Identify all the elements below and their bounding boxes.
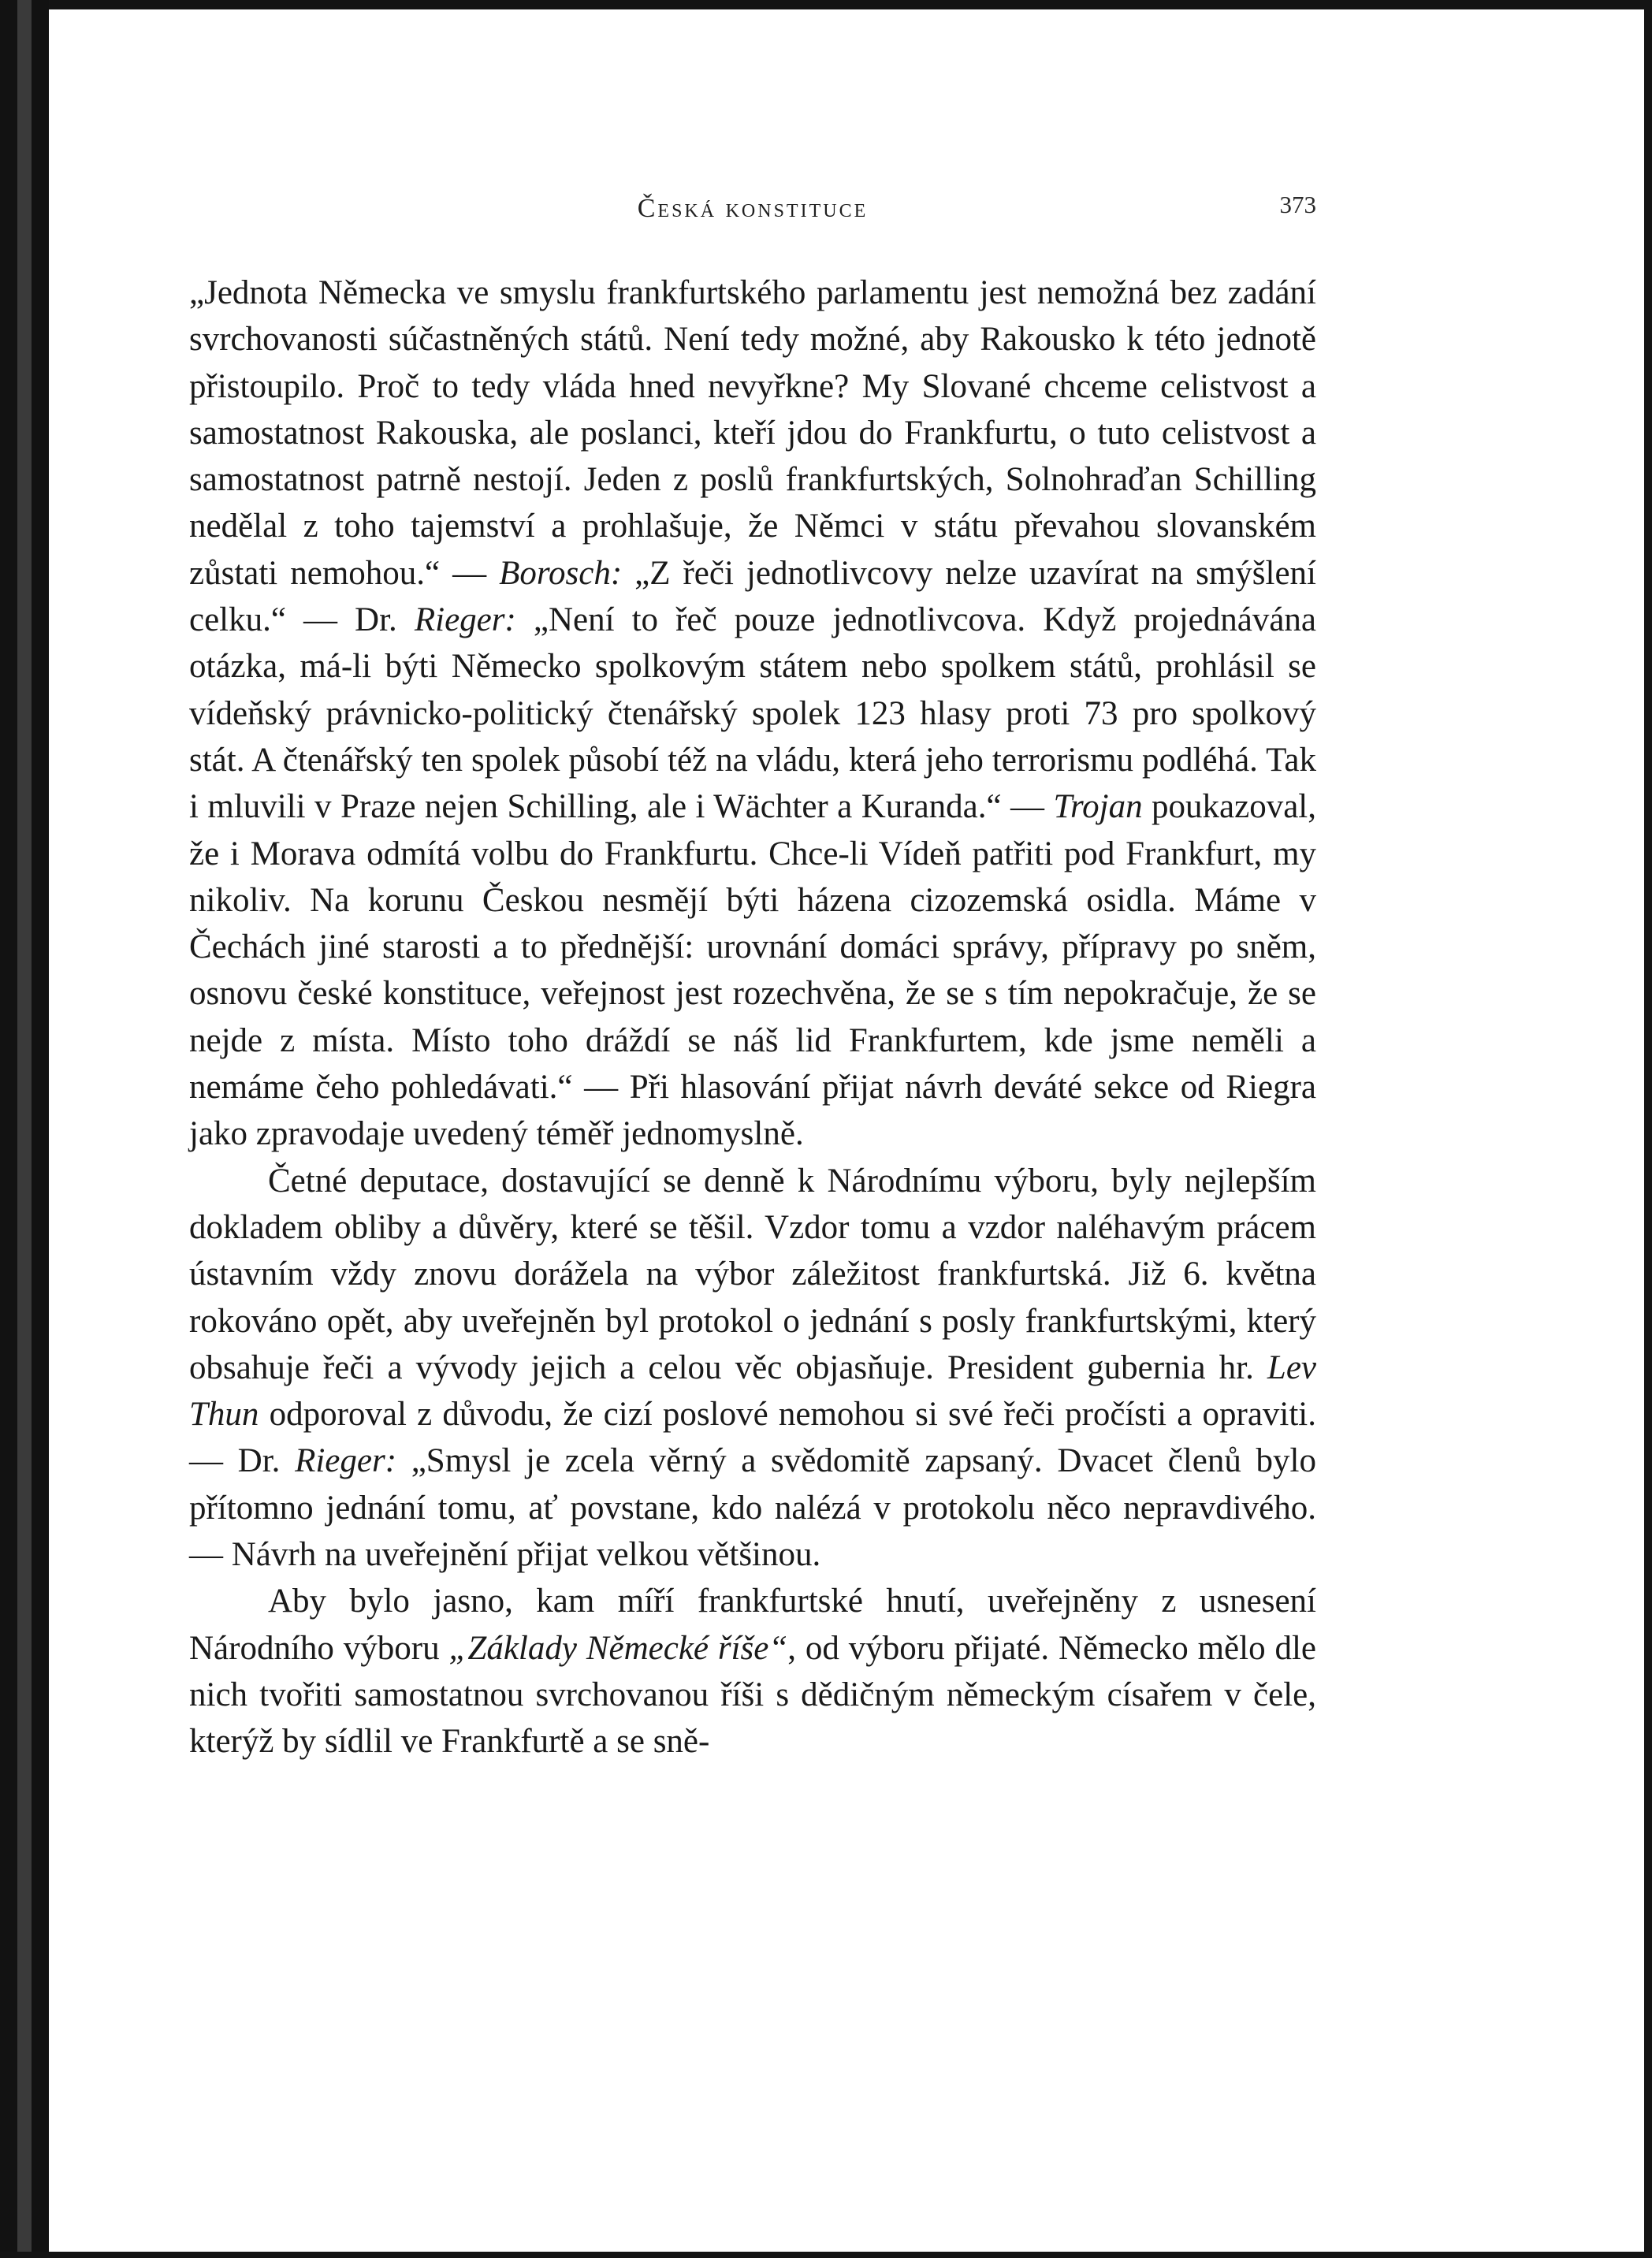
text-segment: , od výboru přijaté. Německo mělo dle nich tvořiti samostatnou svrchovanou říši s dědičným německým císařem v čele, kterýž by sídlil ve Frankfurtě a se sně- <box>189 1629 1317 1761</box>
scan-border-right <box>1644 0 1652 2258</box>
text-segment: „Jednota Německa ve smyslu frankfurtského parlamentu jest nemožná bez zadání svrchovanosti súčastněných států. Není tedy možné, aby Rakousko k této jednotě přistoupilo. Proč to tedy vláda hned nevyřkne? My Slované chceme celistvost a samostatnost Rakouska, ale poslanci, kteří jdou do Frankfurtu, o tuto celistvost a samostatnost patrně nestojí. Jeden z poslů frankfurtských, Solnohraďan Schilling nedělal z toho tajemství a prohlašuje, že Němci v státu převahou slovanském zůstati nemohou.“ — <box>189 274 1316 592</box>
text-segment: poukazoval, že i Morava odmítá volbu do Frankfurtu. Chce-li Vídeň patřiti pod Frankfurt, my nikoliv. Na korunu Českou nesmějí býti házena cizozemská osidla. Máme v Čechách jiné starosti a to přednější: urovnání domáci správy, přípravy po sněm, osnovu české konstituce, veřejnost jest rozechvěna, že se s tím nepokračuje, že se nejde z místa. Místo toho dráždí se náš lid Frankfurtem, kde jsme neměli a nemáme čeho pohledávati.“ — Při hlasování přijat návrh deváté sekce od Riegra jako zpravodaje uvedený téměř jednomyslně. <box>189 788 1317 1153</box>
person-name-lev-thun: Lev Thun <box>189 1348 1316 1434</box>
body-text <box>189 270 1316 1765</box>
speaker-name-rieger: Rieger: <box>414 601 516 639</box>
paragraph-2 <box>189 1158 1316 1579</box>
speaker-name-borosch: Borosch: <box>499 554 623 592</box>
scan-border-bottom <box>0 2252 1652 2258</box>
text-segment: „Z řeči jednotlivcovy nelze uzavírat na smýšlení celku.“ — Dr. <box>189 554 1316 639</box>
text-segment: Aby bylo jasno, kam míří frankfurtské hnutí, uveřejněny z usnesení Národního výboru <box>189 1583 1316 1667</box>
running-head <box>189 181 1316 229</box>
text-segment: Četné deputace, dostavující se denně k Národnímu výboru, byly nejlepším dokladem obliby a důvěry, které se těšil. Vzdor tomu a vzdor naléhavým prácem ústavním vždy znovu dorážela na výbor záležitost frankfurtská. Již 6. května rokováno opět, aby uveřejněn byl protokol o jednání s posly frankfurtskými, který obsahuje řeči a vývody jejich a celou věc objasňuje. President gubernia hr. <box>189 1162 1316 1386</box>
document-title: „Základy Německé říše“ <box>448 1629 788 1667</box>
scan-border-top <box>0 0 1652 9</box>
speaker-name-trojan: Trojan <box>1053 788 1143 826</box>
scan-binding-shadow <box>17 0 32 2258</box>
paragraph-3 <box>189 1578 1316 1765</box>
running-title: Česká konstituce <box>637 194 869 223</box>
text-segment: „Není to řeč pouze jednotlivcova. Když projednávána otázka, má-li býti Německo spolkovým státem nebo spolkem států, prohlásil se vídeňský právnicko-politický čtenářský spolek 123 hlasy proti 73 pro spolkový stát. A čtenářský ten spolek působí též na vládu, která jeho terrorismu podléhá. Tak i mluvili v Praze nejen Schilling, ale i Wächter a Kuranda.“ — <box>189 601 1317 826</box>
book-page <box>189 181 1316 1765</box>
text-segment: odporoval z důvodu, že cizí poslové nemohou si své řeči pročísti a opraviti. — Dr. <box>189 1396 1316 1480</box>
speaker-name-rieger: Rieger: <box>295 1442 397 1480</box>
paragraph-1 <box>189 270 1316 1158</box>
page-number: 373 <box>1279 191 1316 218</box>
text-segment: „Smysl je zcela věrný a svědomitě zapsaný. Dvacet členů bylo přítomno jednání tomu, ať povstane, kdo nalézá v protokolu něco nepravdivého. — Návrh na uveřejnění přijat velkou většinou. <box>189 1442 1316 1574</box>
